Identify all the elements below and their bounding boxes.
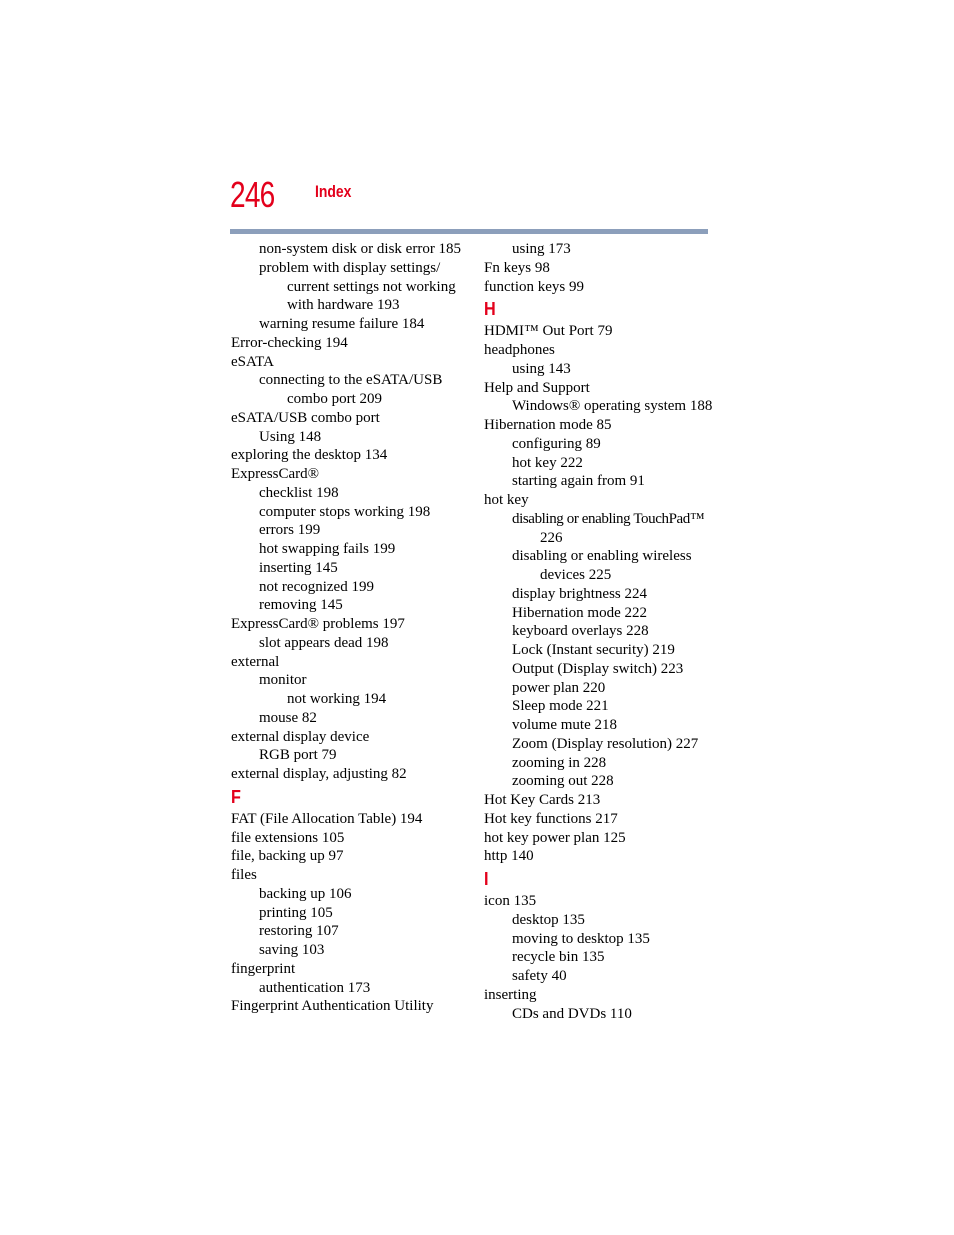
index-entry: file extensions 105 <box>231 829 345 846</box>
index-entry: hot key power plan 125 <box>484 829 626 846</box>
index-subentry: connecting to the eSATA/USB <box>259 372 443 389</box>
index-subentry: Lock (Instant security) 219 <box>512 642 675 658</box>
index-subentry: using 173 <box>512 241 571 257</box>
index-subentry: disabling or enabling wireless <box>512 548 692 565</box>
index-entry: HDMI™ Out Port 79 <box>484 323 613 340</box>
index-entry: http 140 <box>484 848 534 865</box>
index-entry: headphones <box>484 342 555 358</box>
index-subentry: power plan 220 <box>512 679 606 696</box>
index-subentry: using 143 <box>512 360 571 377</box>
index-entry: ExpressCard® problems 197 <box>231 616 405 632</box>
index-letter-heading: H <box>484 299 496 320</box>
index-subentry: RGB port 79 <box>259 747 337 764</box>
index-subentry: Hibernation mode 222 <box>512 604 647 621</box>
index-subentry: 226 <box>540 529 563 546</box>
index-column-right <box>484 240 724 1023</box>
index-letter-heading: I <box>484 869 489 889</box>
index-subentry: non-system disk or disk error 185 <box>259 241 462 257</box>
index-entry: external <box>231 653 280 670</box>
index-subentry: hot key 222 <box>512 454 583 471</box>
index-subentry: desktop 135 <box>512 911 585 928</box>
index-column-left <box>231 240 471 1016</box>
index-entry: Error-checking 194 <box>231 334 348 351</box>
index-entry: hot key <box>484 492 529 508</box>
index-entry: external display, adjusting 82 <box>231 766 407 782</box>
index-subentry: starting again from 91 <box>512 473 645 490</box>
index-entry: eSATA <box>231 353 274 370</box>
index-subentry: disabling or enabling TouchPad™ <box>512 510 705 527</box>
index-subentry: saving 103 <box>259 942 325 958</box>
index-subentry: current settings not working <box>287 278 456 295</box>
index-subentry: Windows® operating system 188 <box>512 398 713 415</box>
index-entry: ExpressCard® <box>231 466 320 482</box>
index-subentry: mouse 82 <box>259 709 317 726</box>
index-subentry: recycle bin 135 <box>512 949 605 966</box>
index-entry: fingerprint <box>231 960 296 977</box>
index-entry: Hot Key Cards 213 <box>484 792 601 808</box>
index-subentry: keyboard overlays 228 <box>512 623 649 640</box>
index-entry: FAT (File Allocation Table) 194 <box>231 810 423 827</box>
index-subentry: monitor <box>259 672 307 689</box>
index-subentry: hot swapping fails 199 <box>259 541 396 557</box>
index-entry: Fingerprint Authentication Utility <box>231 998 434 1015</box>
index-entry: Hibernation mode 85 <box>484 417 612 433</box>
index-subentry: printing 105 <box>259 904 333 921</box>
index-entry: inserting <box>484 986 537 1003</box>
index-subentry: authentication 173 <box>259 979 371 996</box>
index-subentry: Using 148 <box>259 428 322 445</box>
index-subentry: backing up 106 <box>259 885 352 902</box>
index-subentry: removing 145 <box>259 597 343 614</box>
index-subentry: combo port 209 <box>287 391 382 407</box>
index-entry: Fn keys 98 <box>484 259 550 276</box>
index-entry: files <box>231 867 257 883</box>
index-subentry: problem with display settings/ <box>259 259 441 276</box>
index-subentry: zooming in 228 <box>512 754 607 771</box>
index-entry: icon 135 <box>484 893 537 909</box>
index-subentry: not working 194 <box>287 691 387 707</box>
index-subentry: errors 199 <box>259 522 321 539</box>
index-subentry: computer stops working 198 <box>259 503 431 520</box>
index-entry: eSATA/USB combo port <box>231 409 380 426</box>
index-subentry: Sleep mode 221 <box>512 698 609 715</box>
index-subentry: not recognized 199 <box>259 578 374 595</box>
index-entry: external display device <box>231 728 370 745</box>
index-subentry: configuring 89 <box>512 435 601 452</box>
index-subentry: inserting 145 <box>259 559 338 576</box>
index-entry: file, backing up 97 <box>231 848 344 865</box>
index-entry: Hot key functions 217 <box>484 810 618 827</box>
index-entry: Help and Support <box>484 379 590 396</box>
index-entry: exploring the desktop 134 <box>231 447 388 464</box>
index-subentry: zooming out 228 <box>512 773 614 790</box>
index-subentry: display brightness 224 <box>512 585 647 602</box>
index-subentry: restoring 107 <box>259 923 339 940</box>
index-subentry: checklist 198 <box>259 484 339 501</box>
index-letter-heading: F <box>231 786 241 807</box>
header-divider <box>230 229 708 234</box>
index-subentry: safety 40 <box>512 968 567 984</box>
index-subentry: slot appears dead 198 <box>259 634 389 651</box>
index-subentry: CDs and DVDs 110 <box>512 1005 632 1022</box>
index-subentry: devices 225 <box>540 567 612 583</box>
index-subentry: Zoom (Display resolution) 227 <box>512 735 699 752</box>
index-subentry: warning resume failure 184 <box>259 316 425 332</box>
page-number: 246 <box>230 174 275 215</box>
index-subentry: with hardware 193 <box>287 297 400 314</box>
index-subentry: Output (Display switch) 223 <box>512 660 684 677</box>
index-entry: function keys 99 <box>484 278 584 295</box>
section-title: Index <box>315 182 352 201</box>
index-subentry: moving to desktop 135 <box>512 930 650 947</box>
index-subentry: volume mute 218 <box>512 717 617 733</box>
